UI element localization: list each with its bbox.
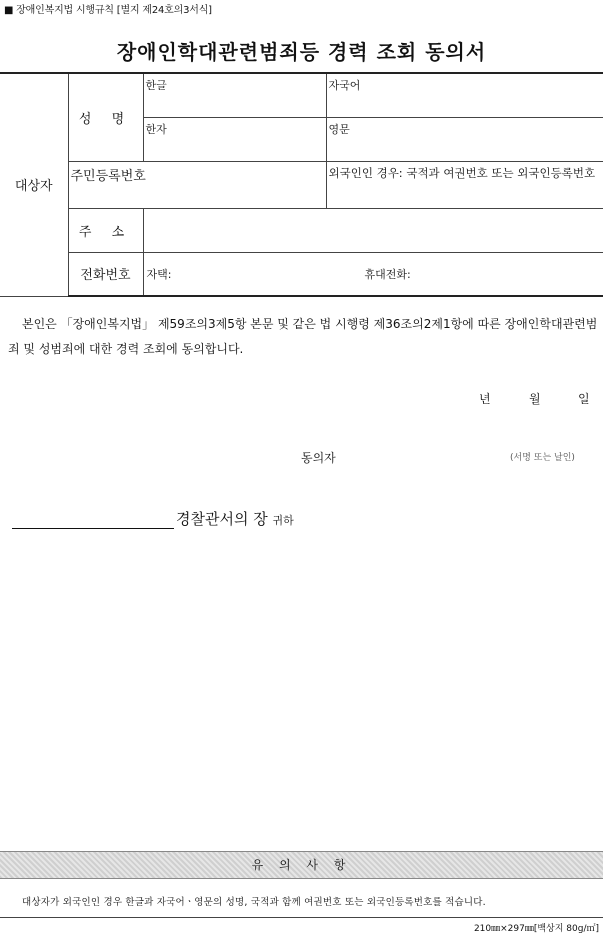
subject-label-cell <box>0 73 68 296</box>
recipient-suffix: 귀하 <box>272 514 294 527</box>
recipient-line <box>12 508 294 529</box>
native-lang-label: 자국어 <box>328 79 361 92</box>
resident-number-field[interactable] <box>68 161 326 208</box>
name-label-cell <box>68 73 143 161</box>
address-label: 주 소 <box>78 224 133 240</box>
address-label-cell <box>68 208 143 252</box>
signature-hint[interactable]: (서명 또는 날인) <box>510 453 575 463</box>
hanja-name-field[interactable] <box>143 117 326 161</box>
phone-label: 전화번호 <box>80 268 131 284</box>
foreigner-id-field[interactable] <box>326 161 603 208</box>
phone-field[interactable] <box>143 252 603 296</box>
date-month-label: 월 <box>529 392 541 406</box>
hangul-label: 한글 <box>145 79 167 92</box>
native-name-field[interactable] <box>326 73 603 117</box>
date-year-label: 년 <box>479 392 491 406</box>
notice-text: 대상자가 외국인인 경우 한글과 자국어ㆍ영문의 성명, 국적과 함께 여권번호 또는 외국인등록번호를 적습니다. <box>22 897 486 908</box>
address-field[interactable] <box>143 208 603 252</box>
paper-spec: 210㎜×297㎜[백상지 80g/㎡] <box>473 924 599 934</box>
form-reference: ■ 장애인복지법 시행규칙 [별지 제24호의3서식] <box>4 5 212 16</box>
notice-header <box>0 851 603 879</box>
subject-label: 대상자 <box>14 179 53 195</box>
consent-statement: 본인은 「장애인복지법」 제59조의3제5항 본문 및 같은 법 시행령 제36조의2제1항에 따른 장애인학대관련범죄 및 성범죄에 대한 경력 조회에 동의합니다. <box>8 317 598 356</box>
foreigner-label: 외국인인 경우: 국적과 여권번호 또는 외국인등록번호 <box>328 165 596 180</box>
hangul-name-field[interactable] <box>143 73 326 117</box>
english-label: 영문 <box>328 122 350 136</box>
resident-no-label: 주민등록번호 <box>70 168 146 184</box>
home-phone-label: 자택: <box>146 267 172 281</box>
recipient-name: 경찰관서의 장 <box>176 510 268 528</box>
recipient-blank-field[interactable] <box>12 512 174 529</box>
english-name-field[interactable] <box>326 117 603 161</box>
phone-label-cell <box>68 252 143 296</box>
date-day-label: 일 <box>578 392 590 406</box>
hanja-label: 한자 <box>145 122 167 136</box>
subject-info-table <box>0 72 603 297</box>
document-title: 장애인학대관련범죄등 경력 조회 동의서 <box>116 40 487 64</box>
notice-title: 유 의 사 항 <box>251 858 352 872</box>
name-label: 성 명 <box>78 111 133 127</box>
consenter-label: 동의자 <box>301 451 336 465</box>
mobile-phone-label: 휴대전화: <box>364 267 411 281</box>
bottom-divider <box>0 917 603 918</box>
